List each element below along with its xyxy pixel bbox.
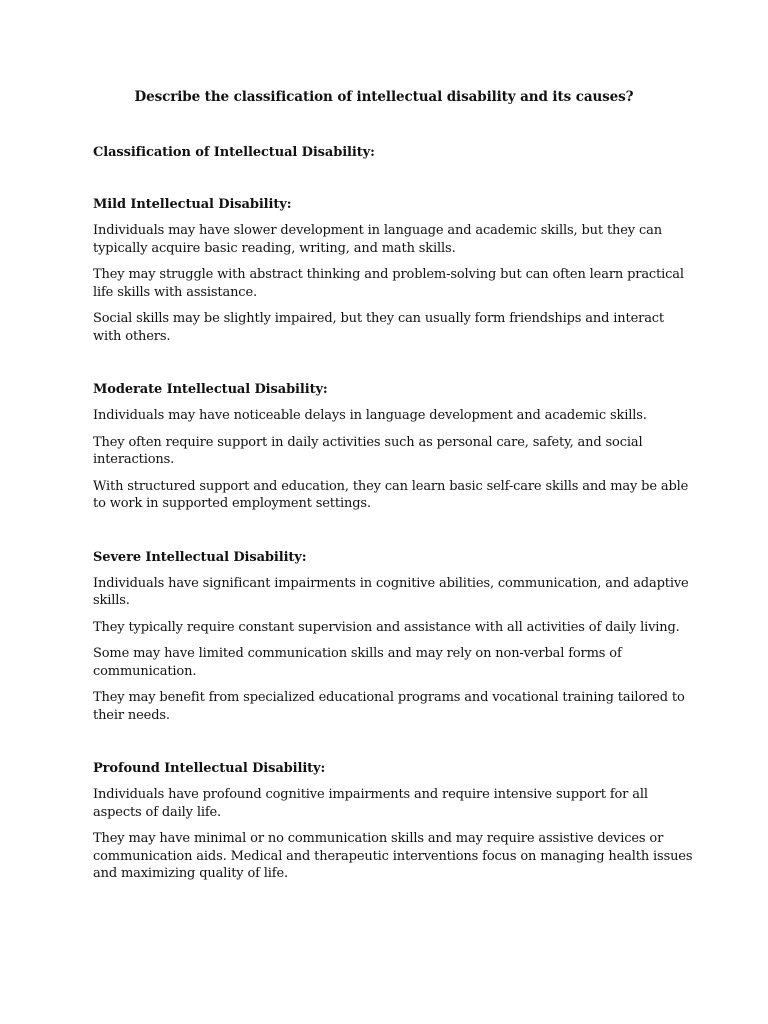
section-moderate xyxy=(93,381,693,513)
section-heading-moderate: Moderate Intellectual Disability: xyxy=(93,382,328,397)
classification-heading: Classification of Intellectual Disability: xyxy=(93,145,375,160)
paragraph: Some may have limited communication skills and may rely on non-verbal forms of communication. xyxy=(93,646,622,679)
document-body xyxy=(93,144,693,919)
paragraph: Individuals may have slower development in language and academic skills, but they can typically acquire basic reading, writing, and math skills. xyxy=(93,223,662,256)
paragraph: With structured support and education, they can learn basic self-care skills and may be able to work in supported employment settings. xyxy=(93,478,689,511)
document-title: Describe the classification of intellectual disability and its causes? xyxy=(134,89,634,105)
section-heading-severe: Severe Intellectual Disability: xyxy=(93,549,307,565)
paragraph: Individuals have profound cognitive impairments and require intensive support for all aspects of daily life. xyxy=(93,787,648,820)
section-heading-profound: Profound Intellectual Disability: xyxy=(93,761,326,776)
paragraph: Individuals have significant impairments in cognitive abilities, communication, and adaptive skills. xyxy=(93,575,689,608)
paragraph: They often require support in daily activities such as personal care, safety, and social interactions. xyxy=(93,434,643,467)
paragraph: They may benefit from specialized educational programs and vocational training tailored to their needs. xyxy=(93,690,685,723)
paragraph: Social skills may be slightly impaired, but they can usually form friendships and interact with others. xyxy=(93,311,665,344)
section-heading-mild: Mild Intellectual Disability: xyxy=(93,197,292,212)
paragraph: They typically require constant supervision and assistance with all activities of daily living. xyxy=(93,619,680,635)
paragraph: Individuals may have noticeable delays in language development and academic skills. xyxy=(93,408,647,423)
paragraph: They may struggle with abstract thinking and problem-solving but can often learn practical life skills with assistance. xyxy=(93,267,684,300)
section-profound xyxy=(93,760,693,883)
section-severe xyxy=(93,549,693,725)
paragraph: They may have minimal or no communication skills and may require assistive devices or communication aids. Medical and therapeutic interventions focus on managing health issues and maximizing quality of life. xyxy=(93,831,693,881)
section-mild xyxy=(93,196,693,345)
